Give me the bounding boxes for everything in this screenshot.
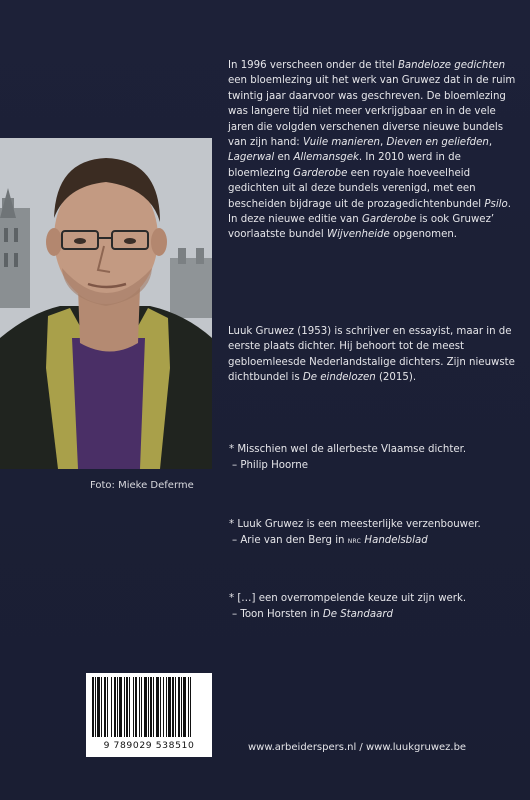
barcode-bar [135,677,137,737]
barcode-bar [178,677,180,737]
text-run: opgenomen. [389,229,458,241]
blurb-intro [228,58,518,243]
author-photo-illustration [0,138,212,469]
text-run: Bandeloze gedichten [397,60,506,71]
barcode-bar [188,677,189,737]
text-run: Lagerwal [228,152,275,164]
text-run: Handelsblad [364,535,428,546]
barcode-bars [90,677,208,739]
text-run: een bloemlezing uit het werk van Gruwez dat in de ruim twintig jaar daarvoor was geschreven. De bloemlezing was langere tijd niet meer verkrijgbaar en in de vele jaren die volgden verschenen diverse nieuwe bundels van zijn hand: [228,75,516,149]
barcode-bar [153,677,154,737]
barcode-bar [172,677,174,737]
barcode-bar [175,677,176,737]
text-run: Vuile manieren [302,137,381,149]
barcode-bar [181,677,182,737]
barcode-bar [124,677,125,737]
text-run: . In deze nieuwe editie van [228,198,511,226]
barcode-bar [168,677,171,737]
text-run: (2015). [375,372,417,384]
text-run: Garderobe [293,167,348,179]
barcode-bar [97,677,100,737]
barcode-bar [114,677,116,737]
text-run: De eindelozen [302,372,376,384]
barcode-bar [133,677,134,737]
barcode-bar [141,677,142,737]
text-run: en [274,152,294,164]
quote-text: * Misschien wel de allerbeste Vlaamse dichter. [229,444,467,455]
barcode-bar [119,677,122,737]
quote-author [229,533,519,549]
text-run: Psilo [484,198,508,210]
text-run: – Arie van den Berg in [232,535,348,546]
text-run: , [488,137,493,149]
text-run: is ook Gruwez’ voorlaatste bundel [228,214,495,241]
barcode-bar [126,677,128,737]
barcode-bar [111,677,112,737]
barcode-bar [117,677,118,737]
barcode-bar [183,677,186,737]
barcode-bar [166,677,167,737]
text-run: Luuk Gruwez (1953) is schrijver en essayist, maar in de eerste plaats dichter. Hij behoort tot de meest gebloemleesde Nederlandstalige dichters. Zijn nieuwste dichtbundel is [228,326,515,384]
text-run: Garderobe [362,214,417,226]
barcode-bar [129,677,130,737]
text-run: nrc [347,536,362,546]
text-run: – Toon Horsten in [232,609,323,620]
quote-text: * […] een overrompelende keuze uit zijn werk. [229,593,467,604]
barcode-bar [92,677,94,737]
review-quote-1 [229,442,519,474]
barcode-bar [163,677,164,737]
text-run: – Philip Hoorne [232,460,308,471]
isbn-number: 9 789029 538510 [103,740,195,751]
text-run: . In 2010 werd in de bloemlezing [228,152,461,179]
text-run: een royale hoeveelheid gedichten uit al deze bundels verenigd, met een bescheiden bijdrage uit de prozagedichtenbundel [228,167,485,210]
text-run: Allemansgek [293,152,359,164]
quote-author [229,607,519,623]
barcode-bar [156,677,159,737]
barcode-bar [160,677,161,737]
website-urls-container [248,736,530,756]
barcode-bar [148,677,149,737]
review-quote-2 [229,517,519,549]
review-quote-3 [229,591,519,623]
text-run: Wijvenheide [327,229,390,241]
author-bio [228,324,518,386]
isbn-barcode [86,673,212,757]
quote-author [229,458,519,474]
barcode-bar [150,677,152,737]
quote-text: * Luuk Gruwez is een meesterlijke verzenbouwer. [229,519,481,530]
barcode-bar [144,677,147,737]
intro-paragraph [228,58,518,243]
text-run: , [380,137,387,149]
bio-paragraph [228,324,518,386]
photo-caption: Foto: Mieke Deferme [90,480,194,491]
barcode-bar [101,677,102,737]
text-run: In 1996 verscheen onder de titel [228,60,398,71]
author-photo [0,138,212,469]
barcode-bar [190,677,191,737]
text-run: De Standaard [322,609,393,620]
barcode-bar [104,677,106,737]
barcode-bar [107,677,108,737]
text-run: Dieven en geliefden [386,137,489,149]
barcode-bar [139,677,140,737]
website-urls: www.arbeiderspers.nl / www.luukgruwez.be [248,742,467,753]
barcode-bar [95,677,96,737]
